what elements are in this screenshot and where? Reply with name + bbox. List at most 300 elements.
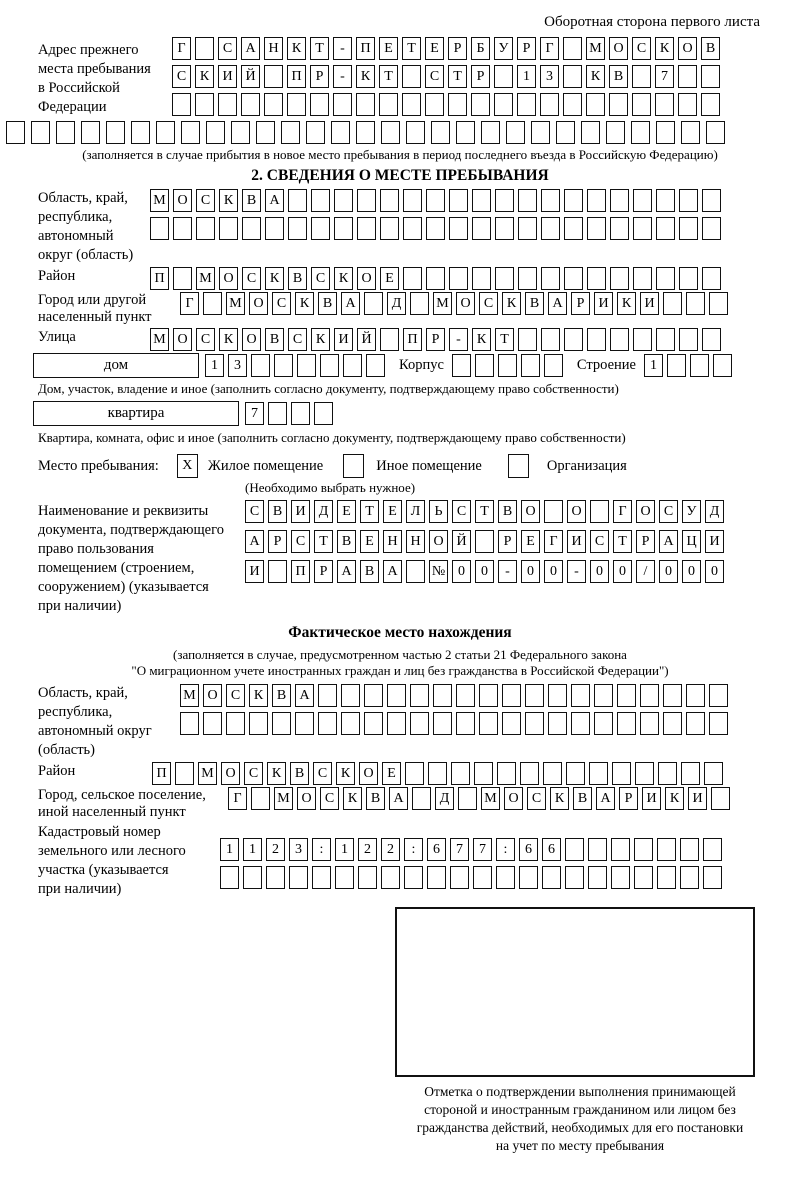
- char-cell: [518, 189, 537, 212]
- char-cell: [195, 93, 214, 116]
- char-cell: Й: [452, 530, 471, 553]
- char-cell: [181, 121, 200, 144]
- checkbox-zhiloe: X: [177, 454, 198, 478]
- char-cell: Е: [383, 500, 402, 523]
- char-cell: [175, 762, 194, 785]
- char-cell: [366, 354, 385, 377]
- char-cell: А: [389, 787, 408, 810]
- char-cell: В: [337, 530, 356, 553]
- char-cell: К: [550, 787, 569, 810]
- s2-raion-label: Район: [38, 268, 76, 284]
- char-cell: М: [150, 328, 169, 351]
- stamp-caption: [365, 1083, 795, 1155]
- char-cell: [220, 866, 239, 889]
- char-cell: О: [297, 787, 316, 810]
- char-cell: О: [173, 189, 192, 212]
- text-line: право пользования: [38, 541, 154, 557]
- char-cell: [564, 217, 583, 240]
- char-cell: В: [525, 292, 544, 315]
- text-line: участка (указывается: [38, 862, 169, 878]
- prev-address-note: (заполняется в случае прибытия в новое место пребывания в период последнего въезда в Российскую Федерацию): [82, 147, 718, 162]
- char-cell: П: [291, 560, 310, 583]
- char-row: [180, 684, 728, 707]
- char-cell: [266, 866, 285, 889]
- char-cell: [581, 121, 600, 144]
- char-cell: С: [452, 500, 471, 523]
- char-cell: [586, 93, 605, 116]
- char-cell: К: [665, 787, 684, 810]
- char-cell: Т: [310, 37, 329, 60]
- char-cell: [506, 121, 525, 144]
- char-cell: [402, 65, 421, 88]
- char-cell: В: [242, 189, 261, 212]
- char-cell: [264, 93, 283, 116]
- char-cell: [640, 684, 659, 707]
- char-cell: К: [287, 37, 306, 60]
- char-cell: [495, 189, 514, 212]
- s2-ulitsa-block: [0, 328, 800, 351]
- char-cell: М: [481, 787, 500, 810]
- char-cell: [701, 93, 720, 116]
- char-cell: [404, 866, 423, 889]
- char-cell: Д: [705, 500, 724, 523]
- char-cell: [243, 866, 262, 889]
- char-cell: 0: [521, 560, 540, 583]
- char-cell: [680, 838, 699, 861]
- text-line: Наименование и реквизиты: [38, 503, 209, 519]
- char-cell: [541, 217, 560, 240]
- page-corner-note: Оборотная сторона первого листа: [544, 14, 760, 30]
- char-cell: 7: [245, 402, 264, 425]
- stroenie-cells: [644, 354, 732, 377]
- char-cell: [479, 712, 498, 735]
- char-cell: О: [221, 762, 240, 785]
- s3-raion-block: [0, 762, 800, 785]
- char-cell: [106, 121, 125, 144]
- char-cell: [150, 217, 169, 240]
- char-cell: [594, 684, 613, 707]
- char-cell: В: [290, 762, 309, 785]
- char-cell: [291, 402, 310, 425]
- char-cell: К: [334, 267, 353, 290]
- char-cell: [380, 217, 399, 240]
- char-cell: [632, 93, 651, 116]
- kvartira-label-box: квартира: [33, 401, 239, 426]
- char-cell: -: [333, 65, 352, 88]
- char-cell: П: [152, 762, 171, 785]
- text-line: Кадастровый номер: [38, 824, 161, 840]
- text-line: населенный пункт: [38, 309, 152, 325]
- char-cell: [450, 866, 469, 889]
- char-cell: В: [609, 65, 628, 88]
- char-cell: С: [590, 530, 609, 553]
- char-cell: [433, 712, 452, 735]
- char-cell: [295, 712, 314, 735]
- char-cell: 7: [450, 838, 469, 861]
- char-cell: Т: [360, 500, 379, 523]
- text-line: стороной и иностранным гражданином или лицом без: [424, 1102, 736, 1117]
- char-cell: М: [196, 267, 215, 290]
- char-cell: [548, 684, 567, 707]
- text-line: документа, подтверждающего: [38, 522, 224, 538]
- char-cell: В: [288, 267, 307, 290]
- char-cell: К: [295, 292, 314, 315]
- char-cell: [479, 684, 498, 707]
- char-cell: Р: [426, 328, 445, 351]
- char-cell: К: [219, 189, 238, 212]
- char-cell: К: [249, 684, 268, 707]
- char-cell: [686, 712, 705, 735]
- char-row: [220, 866, 722, 889]
- dom-label-box: дом: [33, 353, 199, 378]
- char-cell: [265, 217, 284, 240]
- char-cell: Ь: [429, 500, 448, 523]
- char-cell: [314, 402, 333, 425]
- char-cell: [403, 189, 422, 212]
- char-cell: [587, 328, 606, 351]
- char-cell: [678, 93, 697, 116]
- char-cell: О: [242, 328, 261, 351]
- text-line: на учет по месту пребывания: [495, 1138, 665, 1153]
- char-cell: В: [318, 292, 337, 315]
- char-cell: О: [609, 37, 628, 60]
- char-cell: [156, 121, 175, 144]
- char-cell: [631, 121, 650, 144]
- char-cell: 0: [475, 560, 494, 583]
- char-cell: [703, 838, 722, 861]
- char-cell: [617, 712, 636, 735]
- char-cell: [180, 712, 199, 735]
- char-cell: [709, 292, 728, 315]
- char-cell: [632, 65, 651, 88]
- char-cell: [658, 762, 677, 785]
- char-cell: [452, 354, 471, 377]
- char-cell: К: [195, 65, 214, 88]
- char-cell: [565, 866, 584, 889]
- char-cell: И: [594, 292, 613, 315]
- char-cell: [196, 217, 215, 240]
- char-cell: С: [226, 684, 245, 707]
- char-cell: [403, 267, 422, 290]
- confirmation-stamp-box: [395, 907, 755, 1077]
- char-cell: У: [494, 37, 513, 60]
- char-cell: [709, 712, 728, 735]
- char-cell: [525, 684, 544, 707]
- char-cell: Е: [360, 530, 379, 553]
- char-cell: 3: [540, 65, 559, 88]
- char-cell: С: [425, 65, 444, 88]
- text-line: места пребывания: [38, 61, 151, 77]
- char-cell: [498, 354, 517, 377]
- char-cell: [306, 121, 325, 144]
- char-cell: Т: [613, 530, 632, 553]
- char-cell: В: [268, 500, 287, 523]
- char-cell: А: [295, 684, 314, 707]
- text-line: республика,: [38, 209, 113, 225]
- char-cell: В: [573, 787, 592, 810]
- char-cell: [451, 762, 470, 785]
- char-cell: [341, 712, 360, 735]
- char-cell: [412, 787, 431, 810]
- char-cell: [587, 189, 606, 212]
- char-cell: [656, 267, 675, 290]
- text-line: при наличии): [38, 598, 122, 614]
- char-cell: [678, 65, 697, 88]
- stroenie-label: Строение: [576, 357, 636, 373]
- char-cell: [311, 217, 330, 240]
- char-cell: [656, 217, 675, 240]
- char-cell: [173, 267, 192, 290]
- char-cell: [502, 684, 521, 707]
- char-cell: [704, 762, 723, 785]
- char-cell: [287, 93, 306, 116]
- char-cell: [663, 684, 682, 707]
- kvartira-note: Квартира, комната, офис и иное (заполнить согласно документу, подтверждающему право собственности): [38, 430, 626, 445]
- char-cell: М: [180, 684, 199, 707]
- char-cell: К: [472, 328, 491, 351]
- char-cell: [633, 217, 652, 240]
- char-cell: [610, 328, 629, 351]
- s2-raion-block: [0, 267, 800, 290]
- char-cell: [525, 712, 544, 735]
- char-cell: [679, 267, 698, 290]
- char-cell: [456, 712, 475, 735]
- char-cell: А: [337, 560, 356, 583]
- char-cell: [543, 762, 562, 785]
- char-cell: С: [172, 65, 191, 88]
- prev-address-block: [0, 37, 800, 117]
- text-line: Город, сельское поселение,: [38, 787, 206, 803]
- char-cell: 1: [243, 838, 262, 861]
- char-cell: [274, 354, 293, 377]
- char-cell: [410, 712, 429, 735]
- prev-address-rows: [172, 37, 720, 116]
- char-cell: Г: [180, 292, 199, 315]
- char-cell: 0: [590, 560, 609, 583]
- char-cell: [635, 762, 654, 785]
- char-cell: [703, 866, 722, 889]
- char-cell: И: [688, 787, 707, 810]
- char-cell: [357, 189, 376, 212]
- char-cell: [289, 866, 308, 889]
- char-cell: [587, 217, 606, 240]
- char-cell: О: [504, 787, 523, 810]
- char-cell: Р: [268, 530, 287, 553]
- char-cell: [426, 189, 445, 212]
- char-cell: [333, 93, 352, 116]
- char-cell: 1: [517, 65, 536, 88]
- char-cell: Е: [337, 500, 356, 523]
- char-cell: [594, 712, 613, 735]
- char-cell: Н: [264, 37, 283, 60]
- char-cell: [387, 712, 406, 735]
- char-cell: К: [311, 328, 330, 351]
- char-cell: :: [312, 838, 331, 861]
- char-cell: [571, 712, 590, 735]
- char-row: [245, 500, 724, 523]
- char-cell: [606, 121, 625, 144]
- char-cell: [380, 189, 399, 212]
- char-cell: [206, 121, 225, 144]
- char-cell: Р: [498, 530, 517, 553]
- char-cell: [318, 684, 337, 707]
- char-cell: [587, 267, 606, 290]
- char-cell: О: [429, 530, 448, 553]
- char-cell: [364, 684, 383, 707]
- text-line: иной населенный пункт: [38, 804, 186, 820]
- char-cell: С: [244, 762, 263, 785]
- char-cell: [449, 267, 468, 290]
- char-cell: [256, 121, 275, 144]
- char-cell: [612, 762, 631, 785]
- char-cell: О: [456, 292, 475, 315]
- char-cell: А: [245, 530, 264, 553]
- char-cell: А: [548, 292, 567, 315]
- char-cell: [633, 267, 652, 290]
- char-row: [220, 838, 722, 861]
- char-cell: [56, 121, 75, 144]
- char-cell: [713, 354, 732, 377]
- text-line: в Российской: [38, 80, 120, 96]
- char-cell: А: [265, 189, 284, 212]
- char-cell: Г: [544, 530, 563, 553]
- char-cell: [268, 560, 287, 583]
- char-cell: Е: [521, 530, 540, 553]
- char-cell: 0: [659, 560, 678, 583]
- char-cell: 0: [613, 560, 632, 583]
- char-cell: Т: [495, 328, 514, 351]
- char-cell: Г: [613, 500, 632, 523]
- char-cell: О: [203, 684, 222, 707]
- char-cell: 2: [381, 838, 400, 861]
- char-cell: [474, 762, 493, 785]
- s3-oblast-block: [0, 684, 800, 760]
- char-row: [150, 189, 721, 212]
- text-line: Область, край,: [38, 685, 128, 701]
- char-cell: С: [479, 292, 498, 315]
- text-line: гражданства действий, необходимых для его постановки: [416, 1120, 744, 1135]
- char-cell: И: [291, 500, 310, 523]
- char-cell: Р: [619, 787, 638, 810]
- char-cell: П: [356, 37, 375, 60]
- char-cell: [356, 121, 375, 144]
- char-cell: [449, 189, 468, 212]
- char-cell: [172, 93, 191, 116]
- char-cell: С: [196, 189, 215, 212]
- char-cell: И: [218, 65, 237, 88]
- char-cell: П: [150, 267, 169, 290]
- option-organizatsiya-label: Организация: [546, 457, 627, 474]
- char-cell: 1: [644, 354, 663, 377]
- char-cell: [471, 93, 490, 116]
- char-cell: [288, 189, 307, 212]
- char-cell: Е: [382, 762, 401, 785]
- char-cell: [679, 189, 698, 212]
- text-line: округ (область): [38, 247, 134, 263]
- char-cell: Н: [406, 530, 425, 553]
- char-cell: [494, 93, 513, 116]
- char-cell: [610, 189, 629, 212]
- char-cell: Л: [406, 500, 425, 523]
- char-cell: [611, 838, 630, 861]
- char-cell: К: [356, 65, 375, 88]
- char-cell: П: [403, 328, 422, 351]
- char-cell: [81, 121, 100, 144]
- document-rows: [245, 500, 724, 583]
- char-cell: К: [336, 762, 355, 785]
- char-cell: [31, 121, 50, 144]
- char-cell: [456, 684, 475, 707]
- char-cell: -: [333, 37, 352, 60]
- char-cell: [566, 762, 585, 785]
- char-cell: [517, 93, 536, 116]
- char-cell: В: [272, 684, 291, 707]
- char-cell: О: [219, 267, 238, 290]
- char-cell: 0: [682, 560, 701, 583]
- option-inoe-label: Иное помещение: [376, 457, 482, 474]
- char-cell: К: [343, 787, 362, 810]
- char-cell: Р: [448, 37, 467, 60]
- char-cell: 6: [427, 838, 446, 861]
- char-cell: Р: [517, 37, 536, 60]
- char-cell: -: [567, 560, 586, 583]
- char-cell: [426, 267, 445, 290]
- char-cell: Г: [228, 787, 247, 810]
- char-cell: М: [226, 292, 245, 315]
- char-cell: 2: [266, 838, 285, 861]
- char-cell: 7: [473, 838, 492, 861]
- char-cell: [588, 866, 607, 889]
- char-cell: 1: [335, 838, 354, 861]
- text-line: сооружением) (указывается: [38, 579, 209, 595]
- char-cell: Т: [314, 530, 333, 553]
- char-cell: [541, 328, 560, 351]
- char-cell: Е: [379, 37, 398, 60]
- char-cell: [475, 530, 494, 553]
- char-cell: [519, 866, 538, 889]
- s3-oblast-rows: [180, 684, 728, 735]
- char-cell: С: [527, 787, 546, 810]
- char-cell: :: [496, 838, 515, 861]
- char-cell: [381, 121, 400, 144]
- char-cell: [331, 121, 350, 144]
- char-cell: В: [265, 328, 284, 351]
- char-cell: [318, 712, 337, 735]
- char-cell: Ц: [682, 530, 701, 553]
- char-cell: [380, 328, 399, 351]
- s3-gorod-block: [0, 787, 800, 821]
- char-cell: В: [701, 37, 720, 60]
- mesto-prebyvaniya-row: [38, 454, 800, 478]
- char-cell: [563, 37, 582, 60]
- char-cell: [173, 217, 192, 240]
- char-cell: [203, 712, 222, 735]
- char-cell: Г: [540, 37, 559, 60]
- char-cell: [563, 93, 582, 116]
- char-row: [172, 93, 720, 116]
- char-cell: [564, 267, 583, 290]
- char-row: [180, 292, 728, 315]
- char-cell: [686, 292, 705, 315]
- char-cell: [281, 121, 300, 144]
- char-cell: [251, 787, 270, 810]
- char-cell: [472, 267, 491, 290]
- char-cell: И: [334, 328, 353, 351]
- char-cell: 6: [519, 838, 538, 861]
- char-cell: [502, 712, 521, 735]
- char-cell: [540, 93, 559, 116]
- char-row: [150, 217, 721, 240]
